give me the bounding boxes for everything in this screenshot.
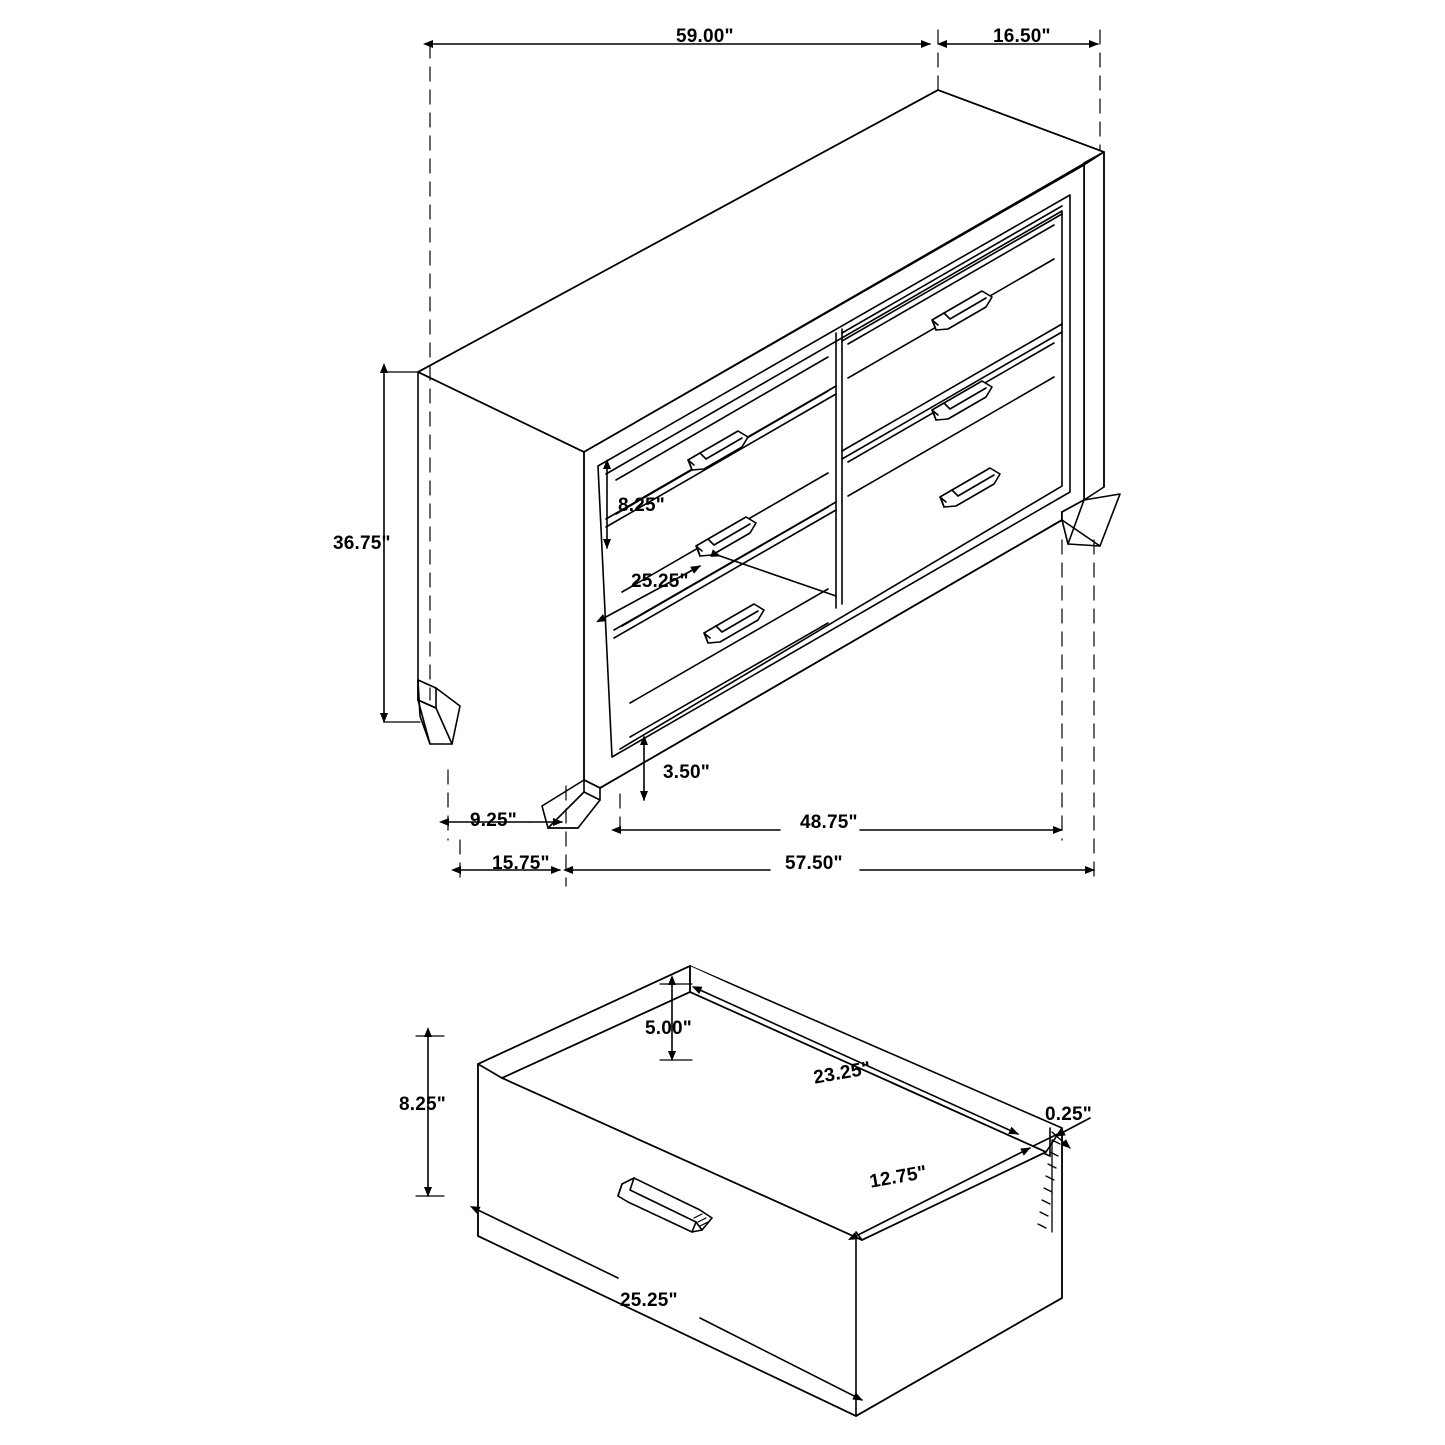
dimension-label-foot-offset: 9.25": [470, 810, 517, 831]
dimension-label-base-depth: 15.75": [492, 853, 550, 874]
dimension-label-drawer-interior-height: 5.00": [645, 1018, 692, 1039]
dimension-label-drawer-side-height: 8.25": [399, 1094, 446, 1115]
dimension-label-drawer-interior-depth: 12.75": [868, 1161, 929, 1193]
dimension-label-drawer-face-height: 8.25": [618, 495, 665, 516]
dimension-label-top-width: 59.00": [676, 26, 734, 47]
dimension-label-top-depth: 16.50": [993, 26, 1051, 47]
dimension-label-leg-height: 3.50": [663, 762, 710, 783]
dimension-label-overall-height: 36.75": [333, 533, 391, 554]
dimension-label-drawer-panel-thickness: 0.25": [1045, 1104, 1092, 1125]
dimension-label-base-width: 57.50": [785, 853, 843, 874]
dimension-label-drawer-front-width: 25.25": [620, 1290, 678, 1311]
dimension-label-drawer-bank-width: 48.75": [800, 812, 858, 833]
dimension-label-drawer-interior-length: 23.25": [812, 1057, 873, 1089]
dimension-label-drawer-face-width: 25.25": [631, 571, 689, 592]
